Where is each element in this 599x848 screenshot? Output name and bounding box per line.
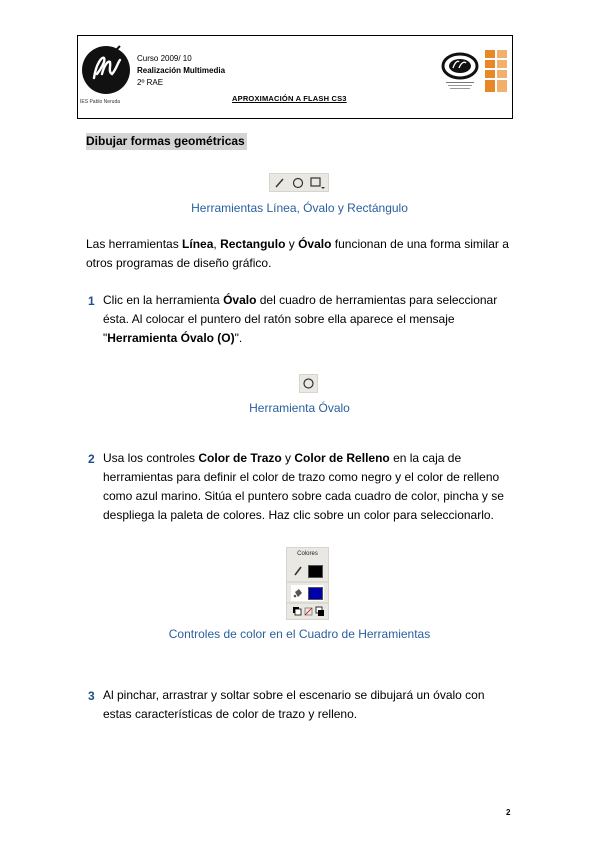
fill-color-swatch <box>308 587 323 600</box>
line-tool-icon <box>274 177 286 189</box>
intro-text: Las herramientas <box>86 237 183 251</box>
intro-paragraph <box>86 235 518 273</box>
document-title: APROXIMACIÓN A FLASH CS3 <box>232 94 347 103</box>
page-number: 2 <box>506 808 511 817</box>
intro-text: y <box>285 237 299 251</box>
course-year: Curso 2009/ 10 <box>137 54 192 63</box>
step-number: 3 <box>88 689 95 703</box>
department-logo <box>440 46 515 94</box>
step-bold: Color de Trazo <box>198 451 282 465</box>
stroke-color-swatch <box>308 565 323 578</box>
rectangle-tool-icon <box>308 176 326 190</box>
figure-caption: Herramientas Línea, Óvalo y Rectángulo <box>191 201 408 215</box>
step-number: 2 <box>88 452 95 466</box>
step-text-span: Al pinchar, arrastrar y soltar sobre el escenario se dibujará un óvalo con estas características de color de trazo y relleno. <box>103 688 485 721</box>
step-text <box>103 449 515 525</box>
step-text <box>103 291 515 348</box>
step-text <box>103 686 515 724</box>
step-text-span: Usa los controles <box>103 451 199 465</box>
stroke-color-pencil-icon <box>293 565 303 577</box>
school-logo <box>80 44 132 96</box>
step-text-span: del cuadro de herramientas para seleccionar ésta. Al colocar el puntero del ratón sobre ella aparece el mensaje " <box>103 293 498 345</box>
step-text-span: ". <box>234 331 243 345</box>
course-info <box>137 53 225 89</box>
course-subject: Realización Multimedia <box>137 66 226 75</box>
oval-tool-icon <box>291 176 305 190</box>
drawing-tools-toolbar <box>269 173 329 192</box>
intro-bold-oval: Óvalo <box>298 237 332 251</box>
course-group: 2º RAE <box>137 78 164 87</box>
intro-bold-line: Línea <box>182 237 214 251</box>
step-text-span: y <box>281 451 295 465</box>
figure-caption: Controles de color en el Cuadro de Herramientas <box>168 627 431 641</box>
school-name: IES Pablo Neruda <box>80 99 121 105</box>
colors-panel-title: Colores <box>297 551 318 557</box>
step-text-span: en la caja de herramientas para definir el color de trazo como negro y el color de relleno como azul marino. Sitúa el puntero sobre cada cuadro de color, pincha y se despliega la paleta de colores. Haz clic sobre un color para seleccionarlo. <box>103 451 504 522</box>
step-bold: Óvalo <box>223 293 257 307</box>
intro-text: funcionan de una forma similar a otros programas de diseño gráfico. <box>86 237 509 270</box>
oval-tool-icon <box>300 375 317 392</box>
fill-color-bucket-icon <box>293 587 303 599</box>
step-text-span: Clic en la herramienta <box>103 293 224 307</box>
color-controls-panel <box>286 547 329 620</box>
oval-tool-button <box>299 374 318 393</box>
figure-caption: Herramienta Óvalo <box>249 401 350 415</box>
section-title: Dibujar formas geométricas <box>86 134 245 148</box>
step-bold: Herramienta Óvalo (O) <box>107 331 235 345</box>
intro-text: , <box>213 237 221 251</box>
intro-bold-rectangle: Rectangulo <box>220 237 286 251</box>
step-number: 1 <box>88 294 95 308</box>
step-bold: Color de Relleno <box>294 451 390 465</box>
color-swap-default-icons <box>292 606 325 617</box>
